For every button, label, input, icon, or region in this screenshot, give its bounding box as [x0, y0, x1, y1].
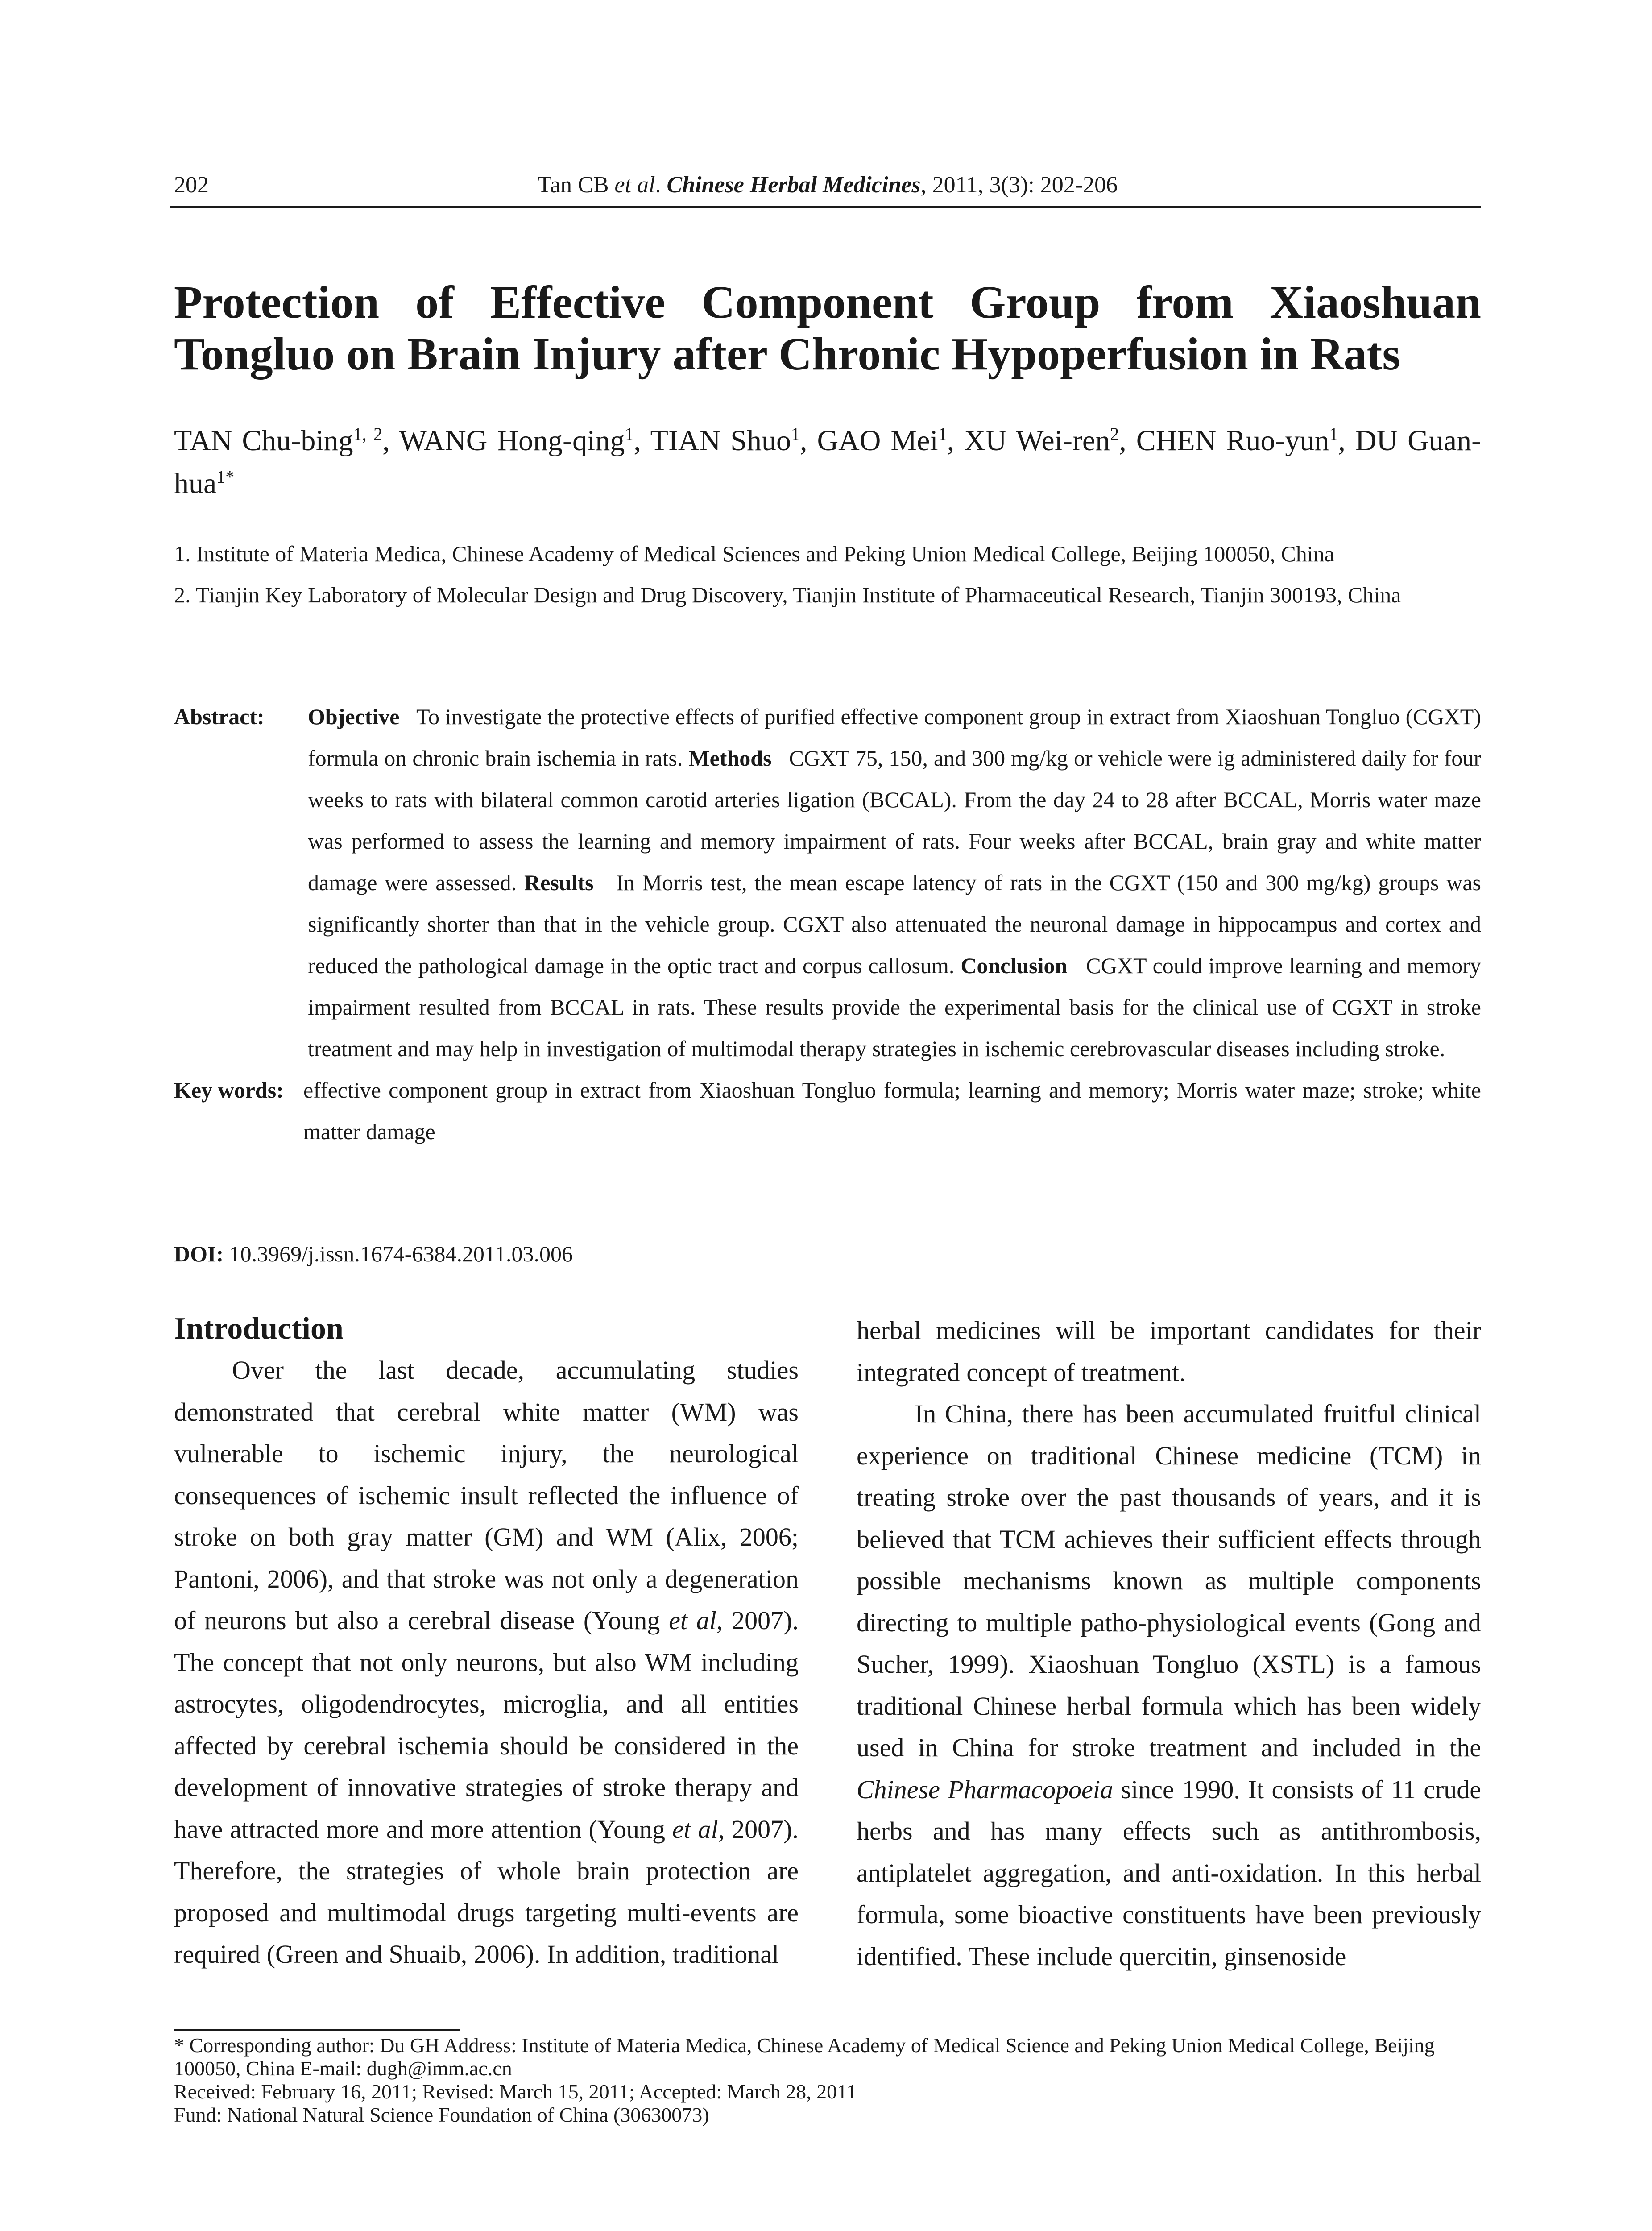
- methods-label: Methods: [688, 746, 772, 771]
- results-label: Results: [524, 870, 594, 895]
- affiliation-item: 1. Institute of Materia Medica, Chinese Academy of Medical Sciences and Peking Union Medical College, Beijing 100050, China: [174, 541, 1334, 566]
- page-number: 202: [174, 172, 209, 198]
- running-header: [174, 172, 1481, 207]
- author-affiliation-marker: 1: [791, 424, 800, 444]
- body-column-left: [174, 1310, 799, 1975]
- author-affiliation-marker: 1*: [216, 467, 235, 487]
- author-affiliation-marker: 2: [1110, 424, 1119, 444]
- corresponding-author-note: * Corresponding author: Du GH Address: Institute of Materia Medica, Chinese Academy of Medical Science and Peking Union Medical College, Beijing 100050, China E-mail: dugh@imm.ac.cn: [174, 2034, 1435, 2080]
- author-list: TAN Chu-bing$^{1, 2}$, WANG Hong-qing$^1$, TIAN Shuo$^1$, GAO Mei$^1$, XU Wei-ren$^2$, CHEN Ruo-yun$^1$, DU Guan-hua$^{1*}$: [174, 424, 1482, 500]
- objective-label: Objective: [308, 704, 400, 729]
- doi-label: DOI:: [174, 1241, 224, 1266]
- footnote: [174, 2034, 1481, 2127]
- keywords-label: Key words:: [174, 1078, 284, 1103]
- body-paragraph-continued: herbal medicines will be important candidates for their integrated concept of treatment.: [857, 1316, 1481, 1387]
- fund-note: Fund: National Natural Science Foundation of China (30630073): [174, 2103, 709, 2126]
- body-column-right: [857, 1310, 1481, 1977]
- footnote-rule: [174, 2029, 460, 2031]
- etal-italic: et al: [669, 1606, 716, 1635]
- conclusion-label: Conclusion: [961, 953, 1068, 978]
- pharmacopoeia-italic: Chinese Pharmacopoeia: [857, 1775, 1113, 1804]
- paragraph-text: since 1990. It consists of 11 crude herbs and has many effects such as antithrombosis, antiplatelet aggregation, and anti-oxidation. In this herbal formula, some bioactive constituents have been previously identified. These include quercitin, ginsenoside: [857, 1775, 1482, 1971]
- paragraph-text: Over the last decade, accumulating studies demonstrated that cerebral white matter (WM) was vulnerable to ischemic injury, the neurological consequences of ischemic insult reflected the influence of stroke on both gray matter (GM) and WM (Alix, 2006; Pantoni, 2006), and that stroke was not only a degeneration of neurons but also a cerebral disease (Young: [174, 1356, 799, 1635]
- body-paragraph: [174, 1349, 799, 1975]
- abstract-text: [308, 696, 1481, 1070]
- results-text: In Morris test, the mean escape latency of rats in the CGXT (150 and 300 mg/kg) groups was significantly shorter than that in the vehicle group. CGXT also attenuated the neuronal damage in hippocampus and cortex and reduced the pathological damage in the optic tract and corpus callosum.: [308, 870, 1482, 978]
- author-affiliation-marker: 1: [625, 424, 634, 444]
- header-rule: [170, 206, 1481, 208]
- author-affiliation-marker: 1, 2: [353, 424, 383, 444]
- abstract-block: [174, 696, 1481, 1153]
- author-name: GAO Mei: [817, 424, 938, 457]
- keywords-text: effective component group in extract from Xiaoshuan Tongluo formula; learning and memory; Morris water maze; stroke; white matter damage: [303, 1078, 1481, 1144]
- keywords: [174, 1070, 1481, 1153]
- author-name: TAN Chu-bing: [174, 424, 353, 457]
- body-paragraph: [857, 1393, 1481, 1977]
- author-name: CHEN Ruo-yun: [1136, 424, 1329, 457]
- section-heading-introduction: Introduction: [174, 1311, 344, 1346]
- objective-text: To investigate the protective effects of purified effective component group in extract from Xiaoshuan Tongluo (CGXT) formula on chronic brain ischemia in rats.: [308, 704, 1481, 771]
- etal-italic: et al: [672, 1814, 718, 1844]
- paragraph-text: In China, there has been accumulated fruitful clinical experience on traditional Chinese medicine (TCM) in treating stroke over the past thousands of years, and it is believed that TCM achieves their sufficient effects through possible mechanisms known as multiple components directing to multiple patho-physiological events (Gong and Sucher, 1999). Xiaoshuan Tongluo (XSTL) is a famous traditional Chinese herbal formula which has been widely used in China for stroke treatment and included in the: [857, 1399, 1481, 1762]
- author-name: XU Wei-ren: [964, 424, 1110, 457]
- received-dates: Received: February 16, 2011; Revised: March 15, 2011; Accepted: March 28, 2011: [174, 2080, 857, 2103]
- citation-details: , 2011, 3(3): 202-206: [920, 172, 1118, 198]
- author-name: TIAN Shuo: [650, 424, 791, 457]
- doi-value: 10.3969/j.issn.1674-6384.2011.03.006: [229, 1241, 573, 1266]
- doi-line: [174, 1238, 573, 1269]
- citation-journal: Chinese Herbal Medicines: [667, 172, 921, 198]
- abstract: [174, 696, 1481, 1070]
- author-name: WANG Hong-qing: [399, 424, 625, 457]
- affiliations: [174, 533, 1486, 615]
- article-title: Protection of Effective Component Group from Xiaoshuan Tongluo on Brain Injury after Chronic Hypoperfusion in Rats: [174, 277, 1481, 380]
- affiliation-item: 2. Tianjin Key Laboratory of Molecular Design and Drug Discovery, Tianjin Institute of Pharmaceutical Research, Tianjin 300193, China: [174, 582, 1401, 607]
- author-affiliation-marker: 1: [938, 424, 947, 444]
- abstract-label: Abstract:: [174, 704, 265, 729]
- conclusion-text: CGXT could improve learning and memory impairment resulted from BCCAL in rats. These results provide the experimental basis for the clinical use of CGXT in stroke treatment and may help in investigation of multimodal therapy strategies in ischemic cerebrovascular diseases including stroke.: [308, 953, 1481, 1061]
- methods-text: CGXT 75, 150, and 300 mg/kg or vehicle were ig administered daily for four weeks to rats with bilateral common carotid arteries ligation (BCCAL). From the day 24 to 28 after BCCAL, Morris water maze was performed to assess the learning and memory impairment of rats. Four weeks after BCCAL, brain gray and white matter damage were assessed.: [308, 746, 1482, 895]
- citation-authors: Tan CB: [537, 172, 609, 198]
- citation-etal: et al: [614, 172, 655, 198]
- paragraph-text: , 2007). The concept that not only neurons, but also WM including astrocytes, oligodendrocytes, microglia, and all entities affected by cerebral ischemia should be considered in the development of innovative strategies of stroke therapy and have attracted more and more attention (Young: [174, 1606, 799, 1844]
- paragraph-text: , 2007). Therefore, the strategies of whole brain protection are proposed and multimodal drugs targeting multi-events are required (Green and Shuaib, 2006). In addition, traditional: [174, 1814, 799, 1969]
- author-affiliation-marker: 1: [1329, 424, 1338, 444]
- header-citation: Tan CB et al. Chinese Herbal Medicines, 2011, 3(3): 202-206: [537, 172, 1118, 198]
- author-name: DU Guan-hua: [174, 424, 1482, 500]
